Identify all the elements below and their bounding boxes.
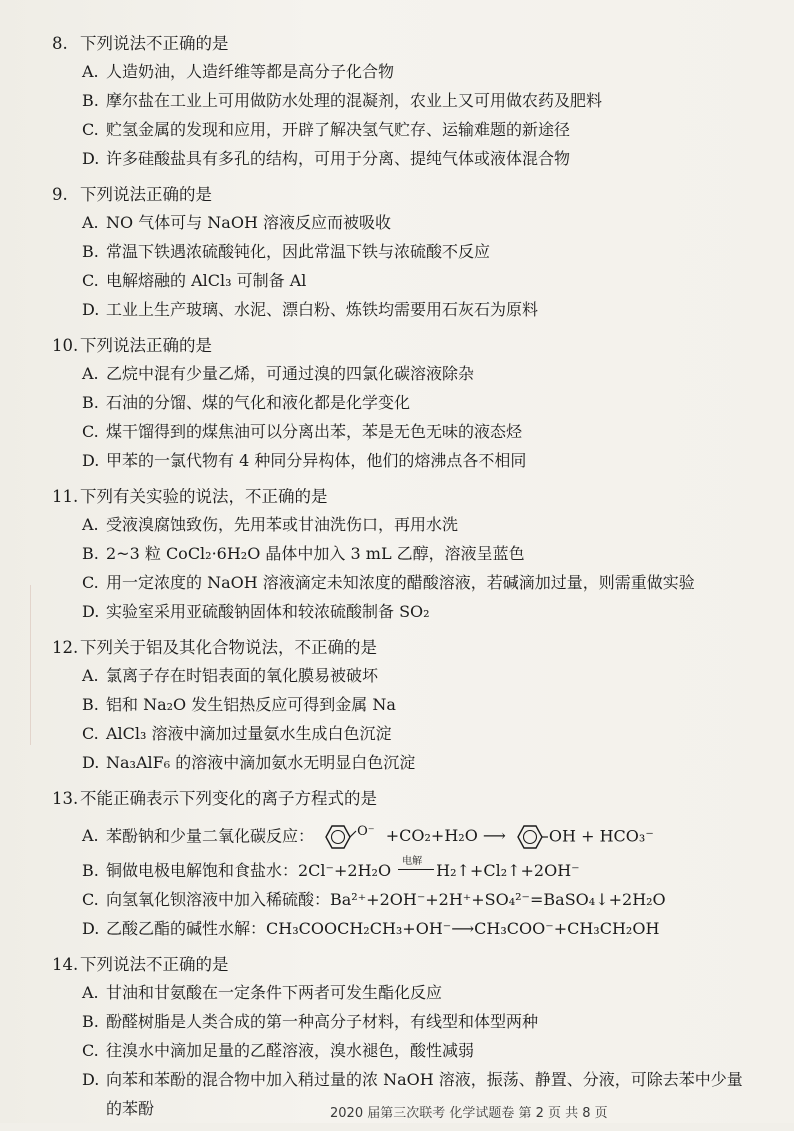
- option-a: A. 苯酚钠和少量二氧化碳反应： $^{O^-}$ +CO₂+H₂O ⟶ OH + HCO₃⁻: [52, 812, 764, 856]
- page-edge-mark: [0, 585, 31, 745]
- question-stem: 11. 下列有关实验的说法，不正确的是: [52, 487, 328, 506]
- question-stem: 8. 下列说法不正确的是: [52, 34, 229, 53]
- question-11: [52, 483, 764, 626]
- question-12: [52, 634, 764, 777]
- option-c: C. 煤干馏得到的煤焦油可以分离出苯，苯是无色无味的液态烃: [82, 422, 523, 441]
- option-c: C. 电解熔融的 AlCl₃ 可制备 Al: [82, 271, 307, 290]
- phenol-benzene-ring-icon: [511, 822, 549, 852]
- question-14: [52, 951, 764, 1123]
- question-13: [52, 785, 764, 943]
- option-d: D. 向苯和苯酚的混合物中加入稍过量的浓 NaOH 溶液，振荡、静置、分液，可除去苯中少量: [82, 1070, 743, 1090]
- option-c: C. 向氢氧化钡溶液中加入稀硫酸：Ba²⁺+2OH⁻+2H⁺+SO₄²⁻=BaSO₄↓+2H₂O: [82, 890, 666, 910]
- option-b: B. 铝和 Na₂O 发生铝热反应可得到金属 Na: [82, 695, 396, 714]
- question-10: [52, 332, 764, 475]
- option-a: A. 甘油和甘氨酸在一定条件下两者可发生酯化反应: [82, 983, 443, 1003]
- option-c: C. 贮氢金属的发现和应用，开辟了解决氢气贮存、运输难题的新途径: [82, 120, 571, 139]
- question-stem: 13. 不能正确表示下列变化的离子方程式的是: [52, 789, 377, 808]
- option-a: A. 人造奶油，人造纤维等都是高分子化合物: [82, 62, 395, 81]
- option-b: B. 2~3 粒 CoCl₂·6H₂O 晶体中加入 3 mL 乙醇，溶液呈蓝色: [82, 544, 525, 563]
- electrolysis-arrow: 电解: [396, 856, 436, 885]
- option-a: A. NO 气体可与 NaOH 溶液反应而被吸收: [82, 213, 391, 232]
- question-stem: 9. 下列说法正确的是: [52, 185, 212, 204]
- option-c: C. 用一定浓度的 NaOH 溶液滴定未知浓度的醋酸溶液，若碱滴加过量，则需重做实验: [82, 573, 695, 592]
- option-b: B. 酚醛树脂是人类合成的第一种高分子材料，有线型和体型两种: [82, 1012, 539, 1032]
- option-a: A. 受液溴腐蚀致伤，先用苯或甘油洗伤口，再用水洗: [82, 515, 459, 534]
- question-stem: 14. 下列说法不正确的是: [52, 955, 229, 975]
- option-b: B. 摩尔盐在工业上可用做防水处理的混凝剂，农业上又可用做农药及肥料: [82, 91, 603, 110]
- option-c: C. 往溴水中滴加足量的乙醛溶液，溴水褪色，酸性减弱: [82, 1041, 475, 1061]
- question-list: [52, 30, 764, 1131]
- option-d: D. 实验室采用亚硫酸钠固体和较浓硫酸制备 SO₂: [82, 602, 430, 621]
- question-stem: 12. 下列关于铝及其化合物说法，不正确的是: [52, 638, 377, 657]
- option-d: D. 乙酸乙酯的碱性水解：CH₃COOCH₂CH₃+OH⁻⟶CH₃COO⁻+CH₃CH₂OH: [82, 919, 660, 939]
- option-b: B. 铜做电极电解饱和食盐水：2Cl⁻+2H₂O 电解 H₂↑+Cl₂↑+2OH⁻: [52, 856, 764, 885]
- question-8: [52, 30, 764, 173]
- option-d: D. Na₃AlF₆ 的溶液中滴加氨水无明显白色沉淀: [82, 753, 416, 772]
- option-d: D. 甲苯的一氯代物有 4 种同分异构体，他们的熔沸点各不相同: [82, 451, 527, 470]
- page-footer: 2020 届第三次联考 化学试题卷 第 2 页 共 8 页: [330, 1106, 608, 1121]
- phenoxide-benzene-ring-icon: [319, 822, 357, 852]
- option-a: A. 乙烷中混有少量乙烯，可通过溴的四氯化碳溶液除杂: [82, 364, 475, 383]
- option-d: D. 许多硅酸盐具有多孔的结构，可用于分离、提纯气体或液体混合物: [82, 149, 571, 168]
- question-9: [52, 181, 764, 324]
- question-stem: 10. 下列说法正确的是: [52, 336, 212, 355]
- option-b: B. 石油的分馏、煤的气化和液化都是化学变化: [82, 393, 411, 412]
- option-b: B. 常温下铁遇浓硫酸钝化，因此常温下铁与浓硫酸不反应: [82, 242, 491, 261]
- option-d-continuation: 的苯酚: [106, 1099, 155, 1119]
- option-a: A. 氯离子存在时铝表面的氧化膜易被破坏: [82, 666, 379, 685]
- option-d: D. 工业上生产玻璃、水泥、漂白粉、炼铁均需要用石灰石为原料: [82, 300, 539, 319]
- option-c: C. AlCl₃ 溶液中滴加过量氨水生成白色沉淀: [82, 724, 392, 743]
